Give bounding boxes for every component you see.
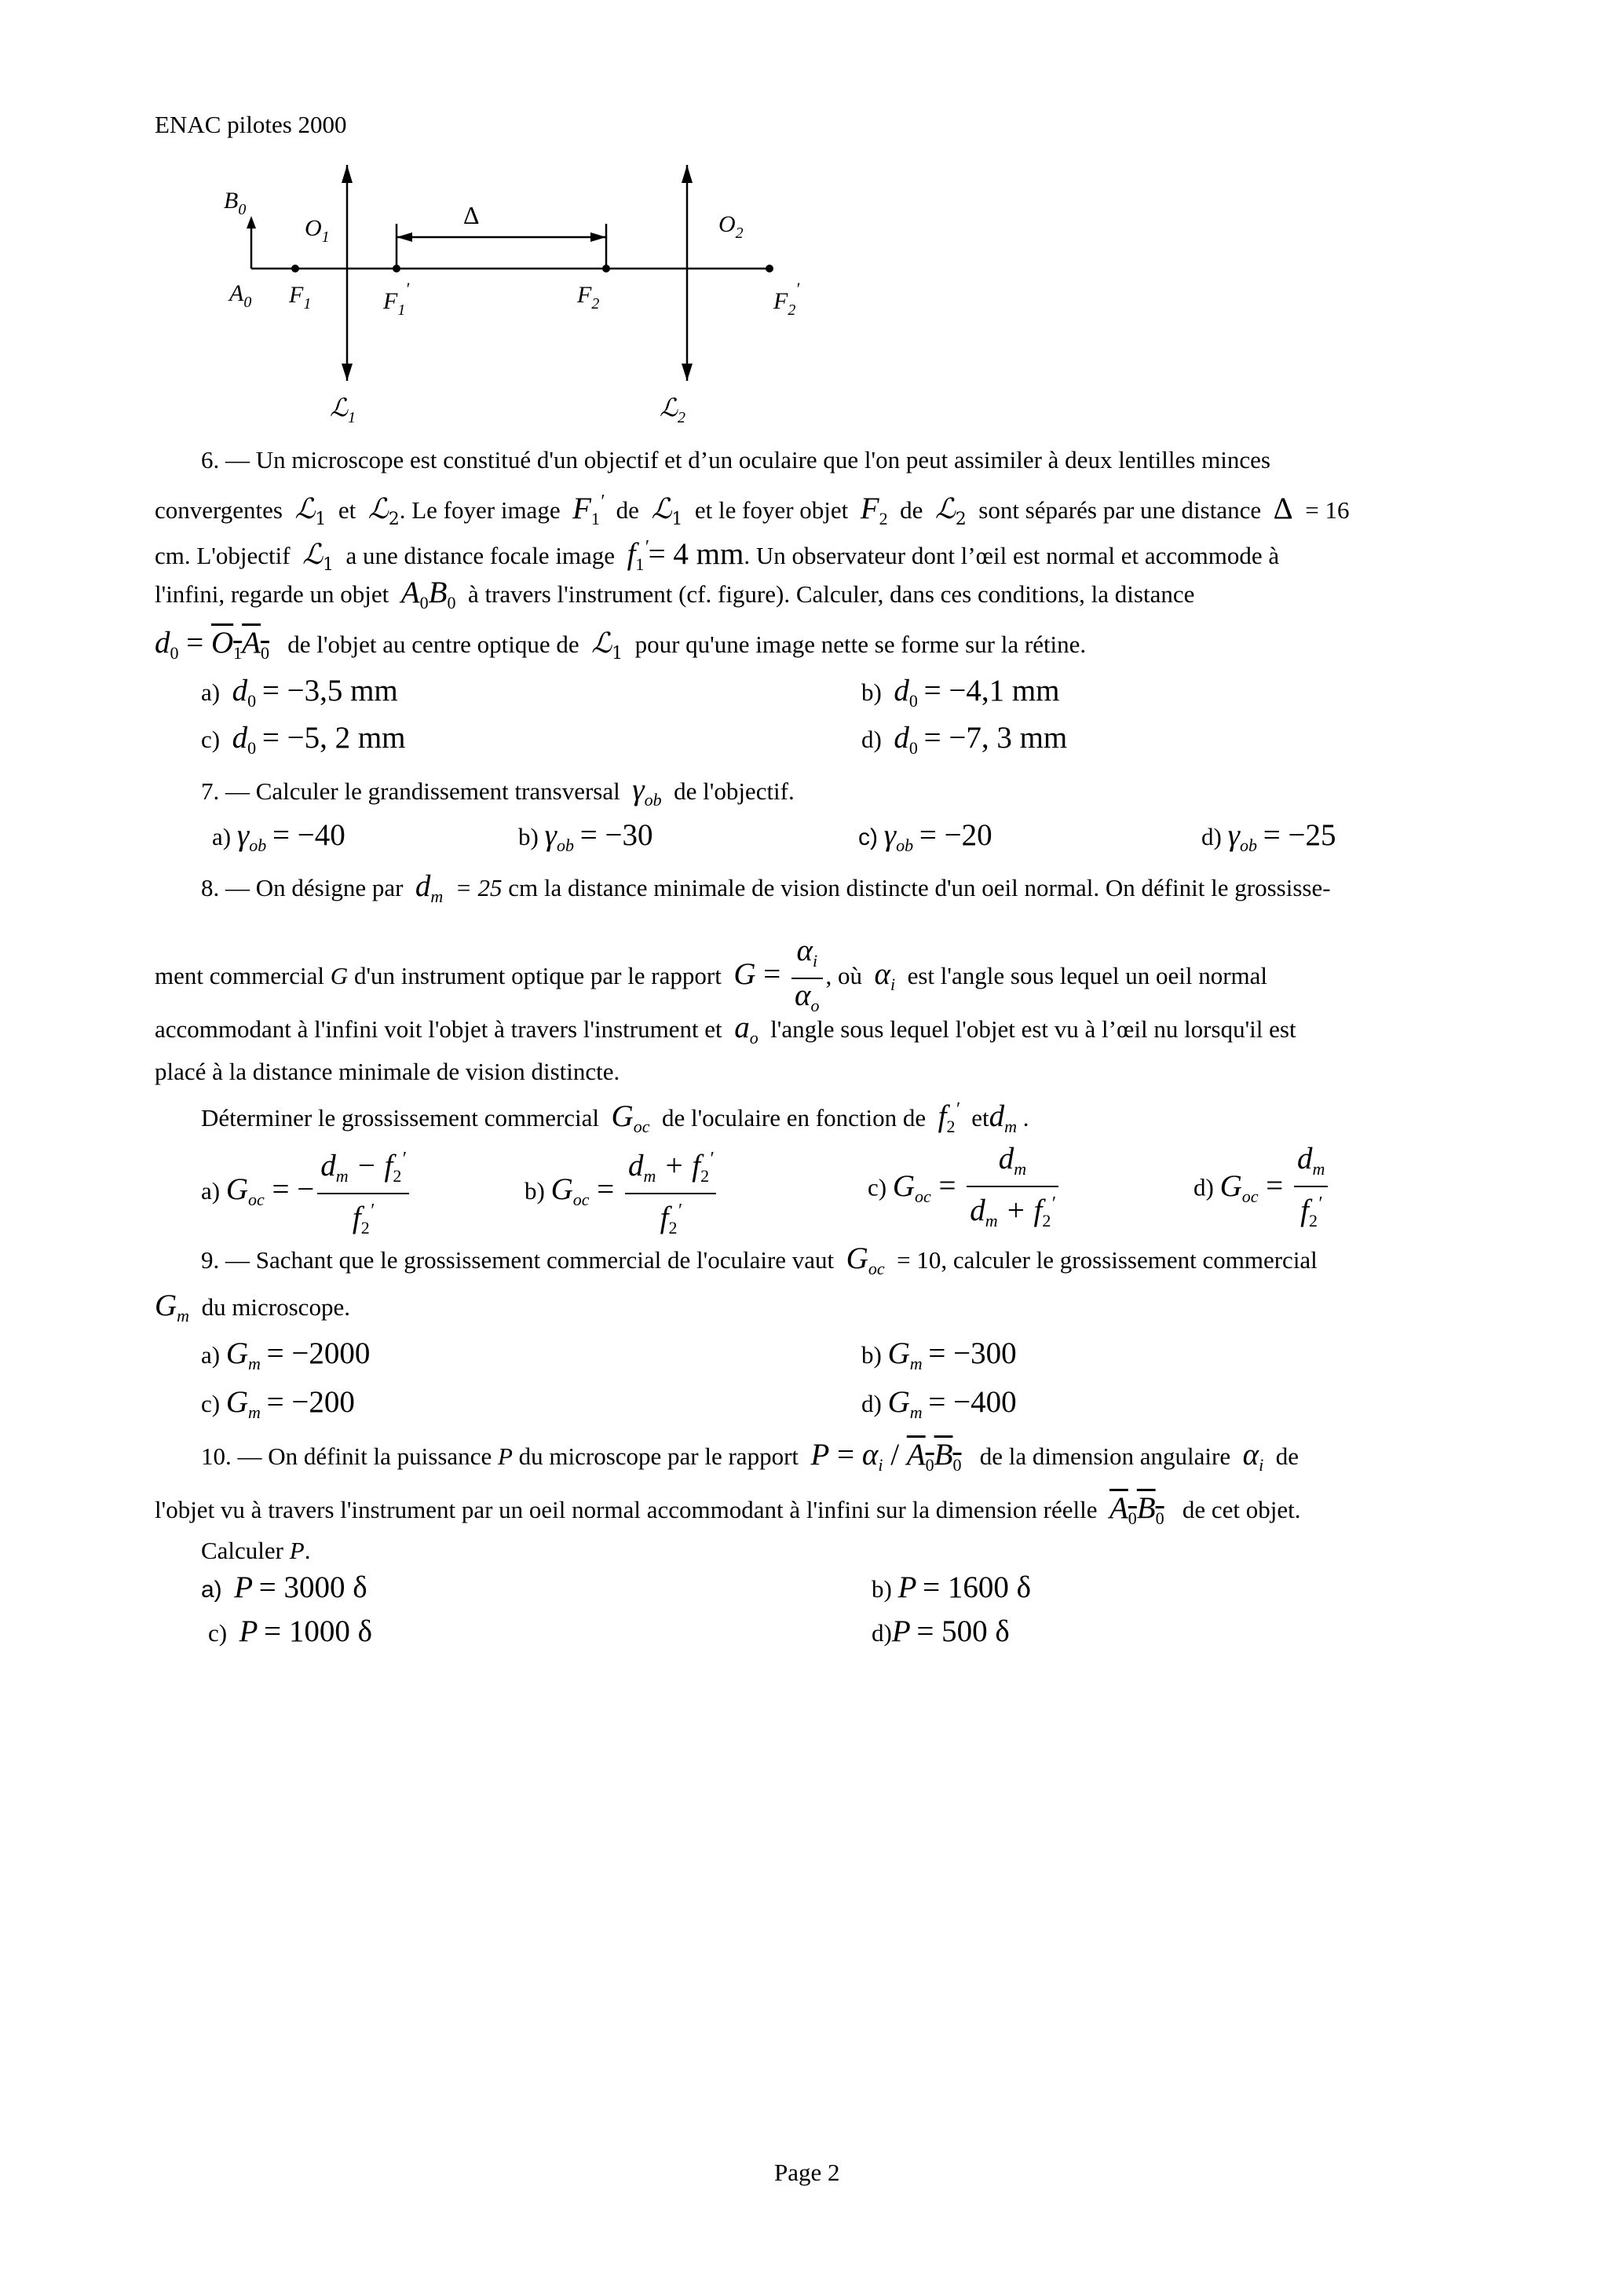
q8-answer-b: b) $G_{oc}$ = $\frac{d_m + f_2'}{f_2'}$	[525, 1143, 719, 1245]
label-f1: $F_1$	[289, 282, 312, 313]
label-l1: ℒ$_1$	[330, 393, 356, 426]
q10-answer-d: d)P = 500 δ	[872, 1614, 1010, 1648]
label-l2: ℒ$_2$	[660, 393, 686, 426]
q8-line1: 8. — On désigne par $d_m = 25$ cm la distance minimale de vision distincte d'un oeil normal. On définit le grossisse-	[201, 869, 1331, 906]
label-f2: $F_2$	[577, 282, 600, 313]
focal-point-f1	[291, 265, 299, 272]
q8-answer-d: d) $G_{oc}$ = $\frac{d_m}{f_2'}$	[1193, 1143, 1331, 1238]
label-f1-prime: $F_1'$	[383, 279, 410, 319]
label-a0: $A_0$	[229, 280, 252, 311]
q6-line2: convergentes ℒ$_1$ et ℒ$_2$. Le foyer image $F_1'$ de ℒ$_1$ et le foyer objet $F_2$ de ℒ$_2$ sont séparés par une distance Δ = 16	[155, 492, 1350, 529]
q9-answer-c: c) $G_m = -200$	[201, 1385, 355, 1422]
q7-answer-b: b) $\gamma_{ob} = -30$	[518, 818, 653, 855]
q9-answer-a: a) $G_m = -2000$	[201, 1336, 371, 1373]
label-delta: Δ	[463, 201, 480, 229]
q10-answer-b: b) P = 1600 δ	[872, 1570, 1032, 1604]
microscope-diagram	[220, 153, 832, 436]
page-number: Page 2	[774, 2159, 840, 2186]
q6-answer-d: d) $d_0 = -7$, 3 mm	[861, 721, 1068, 758]
q10-line2: l'objet vu à travers l'instrument par un oeil normal accommodant à l'infini sur la dimension réelle $A_0B_0$ de cet objet.	[155, 1491, 1301, 1528]
label-o1: $O_1$	[305, 215, 330, 246]
label-b0: $B_0$	[224, 188, 247, 218]
q10-line1: 10. — On définit la puissance P du microscope par le rapport $P = \alpha_i / A_0B_0$ de la dimension angulaire $\alpha_i$ de	[201, 1438, 1299, 1475]
q7-text: 7. — Calculer le grandissement transversal $\gamma_{ob}$ de l'objectif.	[201, 773, 795, 810]
label-o2: $O_2$	[718, 211, 744, 242]
q9-answer-b: b) $G_m = -300$	[861, 1336, 1017, 1373]
q9-answer-d: d) $G_m = -400$	[861, 1385, 1017, 1422]
q6-answer-c: c) $d_0 = -5$, 2 mm	[201, 721, 406, 758]
q7-answer-a: a) $\gamma_{ob} = -40$	[212, 818, 345, 855]
q10-line3: Calculer P.	[201, 1537, 311, 1564]
q8-line4: placé à la distance minimale de vision distincte.	[155, 1058, 620, 1085]
focal-point-f1-prime	[393, 265, 400, 272]
q8-line3: accommodant à l'infini voit l'objet à travers l'instrument et $a_o$ l'angle sous lequel l'objet est vu à l’œil nu lorsqu'il est	[155, 1011, 1296, 1047]
focal-point-f2	[602, 265, 610, 272]
q7-answer-d: d) $\gamma_{ob} = -25$	[1201, 818, 1336, 855]
q6-line1: 6. — Un microscope est constitué d'un objectif et d’un oculaire que l'on peut assimiler à deux lentilles minces	[201, 446, 1270, 473]
q7-answer-c: c) $\gamma_{ob} = -20$	[858, 818, 992, 855]
q8-answer-a: a) $G_{oc}$ = − $\frac{d_m - f_2'}{f_2'}$	[201, 1143, 412, 1245]
q10-answer-a: a) P = 3000 δ	[201, 1570, 367, 1604]
q6-line4: l'infini, regarde un objet $A_0B_0$ à travers l'instrument (cf. figure). Calculer, dans ces conditions, la distance	[155, 576, 1195, 612]
q8-line5: Déterminer le grossissement commercial $G_{oc}$ de l'oculaire en fonction de $f_2'$ etd$_m$ .	[201, 1099, 1029, 1136]
header-title: ENAC pilotes 2000	[155, 111, 347, 138]
q10-answer-c: c) P = 1000 δ	[208, 1614, 373, 1648]
q9-line2: $G_m$ du microscope.	[155, 1289, 350, 1325]
focal-point-f2-prime	[766, 265, 773, 272]
q6-line3: cm. L'objectif ℒ$_1$ a une distance focale image $f_1'= 4$ mm. Un observateur dont l’œil est normal et accommode à	[155, 537, 1280, 575]
q6-answer-a: a) $d_0 = -3,5$ mm	[201, 674, 398, 711]
q6-answer-b: b) $d_0 = -4,1$ mm	[861, 674, 1060, 711]
q9-line1: 9. — Sachant que le grossissement commercial de l'oculaire vaut $G_{oc} = 10$, calculer le grossissement commercial	[201, 1241, 1318, 1278]
q6-line5: $d_0 = O_1A_0$ de l'objet au centre optique de ℒ$_1$ pour qu'une image nette se forme sur la rétine.	[155, 626, 1087, 664]
label-f2-prime: $F_2'$	[773, 279, 800, 319]
q8-answer-c: c) $G_{oc}$ = $\frac{d_m}{d_m + f_2'}$	[868, 1143, 1062, 1238]
q8-line2: ment commercial G d'un instrument optique par le rapport G = $\frac{\alpha_i}{\alpha_o}$ , où $\alpha_i$ est l'angle sous lequel un oeil normal	[155, 934, 1268, 1015]
